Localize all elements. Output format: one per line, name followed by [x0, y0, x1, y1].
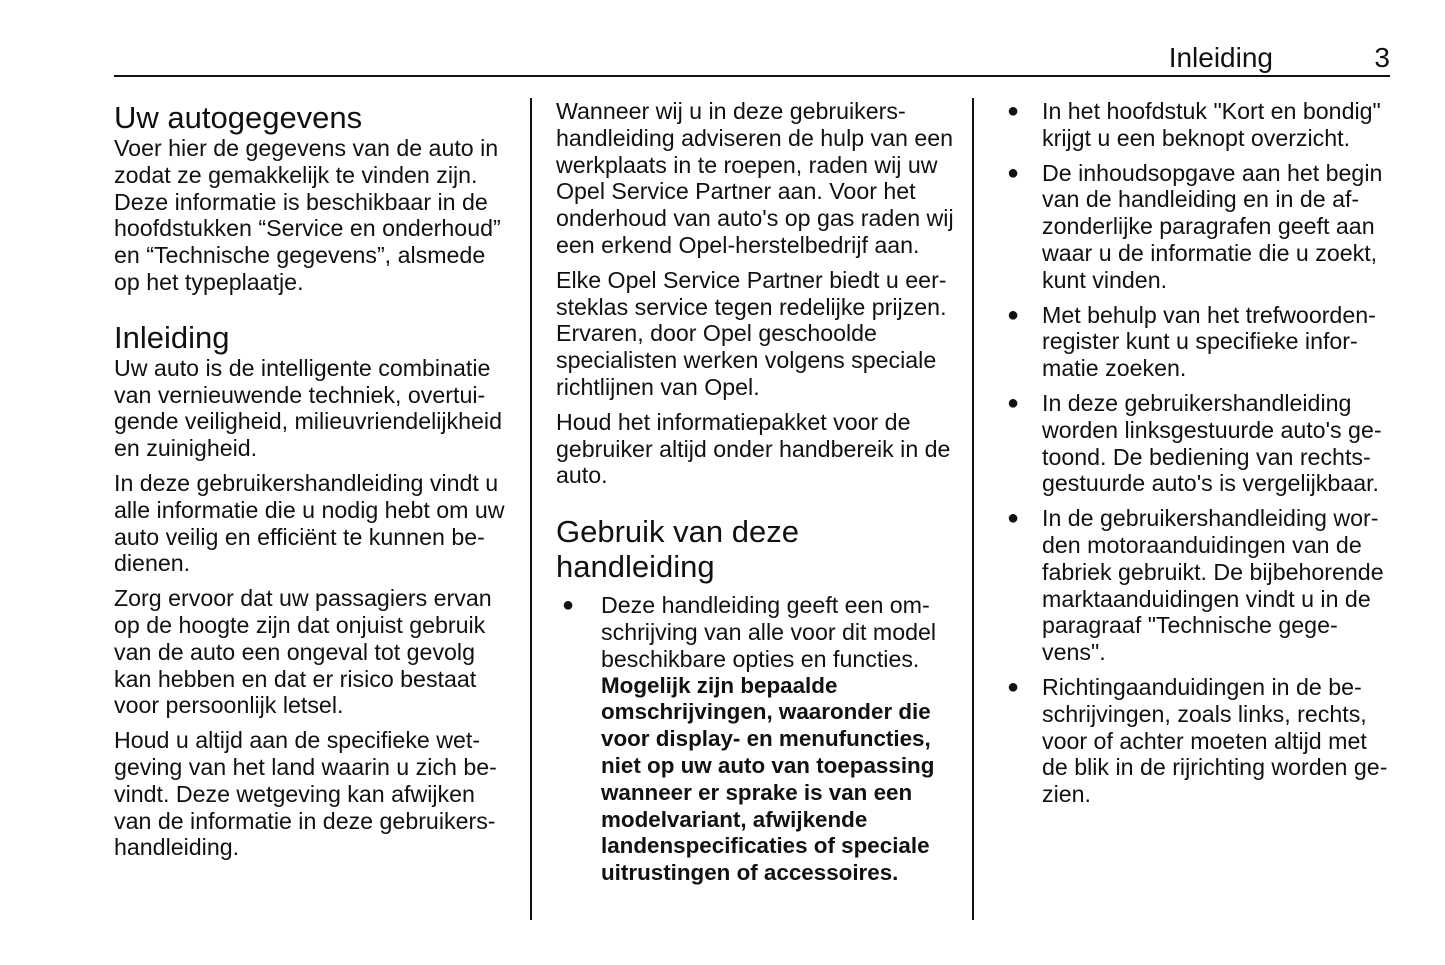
bullet-icon: ●: [562, 594, 575, 617]
list-item-text: In de gebruikershandleiding worden motoraanduidingen van de fabriek gebruikt. De bijbehorende marktaanduidingen vindt u in de paragraaf "Technische gegevens".: [1042, 505, 1384, 666]
list-item-text: In deze gebruikershandleiding worden linksgestuurde auto's getoond. De bediening van rechtsgestuurde auto's is vergelijkbaar.: [1042, 389, 1382, 497]
list-item: [1000, 160, 1392, 294]
column-divider-1: [530, 98, 532, 920]
paragraph: Houd u altijd aan de specifieke wetgeving van het land waarin u zich bevindt. Deze wetgeving kan afwijken van de informatie in deze gebruikershandleiding.: [114, 727, 497, 861]
bullet-icon: ●: [1007, 507, 1020, 530]
bullet-icon: ●: [1007, 303, 1020, 326]
list-item: [1000, 98, 1392, 152]
list-item: [1000, 390, 1392, 497]
list-item: [1000, 674, 1392, 808]
paragraph: Voer hier de gegevens van de auto in zodat ze gemakkelijk te vinden zijn. Deze informatie is beschikbaar in de hoofdstukken “Service en onderhoud” en “Technische gegevens”, alsmede op het typeplaatje.: [114, 135, 501, 295]
bullet-icon: ●: [1007, 161, 1020, 184]
page-number: 3: [1374, 42, 1390, 73]
page-header: [114, 40, 1390, 76]
paragraph: In deze gebruikershandleiding vindt u alle informatie die u nodig hebt om uw auto veilig en efficiënt te kunnen bedienen.: [114, 469, 505, 577]
list-item: [1000, 302, 1392, 382]
bullet-icon: ●: [1007, 391, 1020, 414]
paragraph: Zorg ervoor dat uw passagiers ervan op de hoogte zijn dat onjuist gebruik van de auto een ongeval tot gevolg kan hebben en dat er risico bestaat voor persoonlijk letsel.: [114, 585, 492, 719]
header-divider: [114, 75, 1390, 77]
paragraph: Houd het informatiepakket voor de gebruiker altijd onder handbereik in de auto.: [556, 408, 951, 489]
bullet-list: [556, 592, 956, 887]
section-heading-inleiding: Inleiding: [114, 319, 230, 355]
list-item-text: De inhoudsopgave aan het begin van de handleiding en in de afzonderlijke paragrafen geeft aan waar u de informatie die u zoekt, kunt vinden.: [1042, 159, 1383, 293]
column-2: [556, 98, 956, 895]
list-item-text: In het hoofdstuk "Kort en bondig" krijgt u een beknopt overzicht.: [1042, 98, 1381, 151]
paragraph: Elke Opel Service Partner biedt u eersteklas service tegen redelijke prijzen. Ervaren, door Opel geschoolde specialisten werken volgens speciale richtlijnen van Opel.: [556, 266, 947, 400]
bullet-icon: ●: [1007, 100, 1020, 122]
list-item-bold-text: Mogelijk zijn bepaalde omschrijvingen, waaronder die voor display- en menufuncties, niet op uw auto van toepassing wanneer er sprake is van een modelvariant, afwijkende landenspecificaties of speciale uitrustingen of accessoires.: [601, 672, 935, 886]
section-heading-gebruik: Gebruik van deze handleiding: [556, 514, 799, 585]
list-item-text: Richtingaanduidingen in de beschrijvingen, zoals links, rechts, voor of achter moeten altijd met de blik in de rijrichting worden gezien.: [1042, 673, 1388, 808]
list-item: [556, 592, 956, 887]
list-item: [1000, 505, 1392, 666]
column-3: [1000, 98, 1392, 816]
column-divider-2: [972, 98, 974, 920]
bullet-list: [1000, 98, 1392, 808]
paragraph: Wanneer wij u in deze gebruikershandleiding adviseren de hulp van een werkplaats in te roepen, raden wij uw Opel Service Partner aan. Voor het onderhoud van auto's op gas raden wij een erkend Opel-herstelbedrijf aan.: [556, 98, 954, 258]
column-1: [114, 98, 514, 869]
section-heading-autogegevens: Uw autogegevens: [114, 100, 363, 135]
running-header-title: Inleiding: [1168, 42, 1273, 73]
list-item-text: Deze handleiding geeft een omschrijving van alle voor dit model beschikbare opties en functies.: [601, 592, 937, 672]
paragraph: Uw auto is de intelligente combinatie van vernieuwende techniek, overtuigende veiligheid, milieuvriendelijkheid en zuinigheid.: [114, 354, 502, 462]
list-item-text: Met behulp van het trefwoordenregister kunt u specifieke informatie zoeken.: [1042, 301, 1376, 382]
bullet-icon: ●: [1007, 675, 1020, 698]
